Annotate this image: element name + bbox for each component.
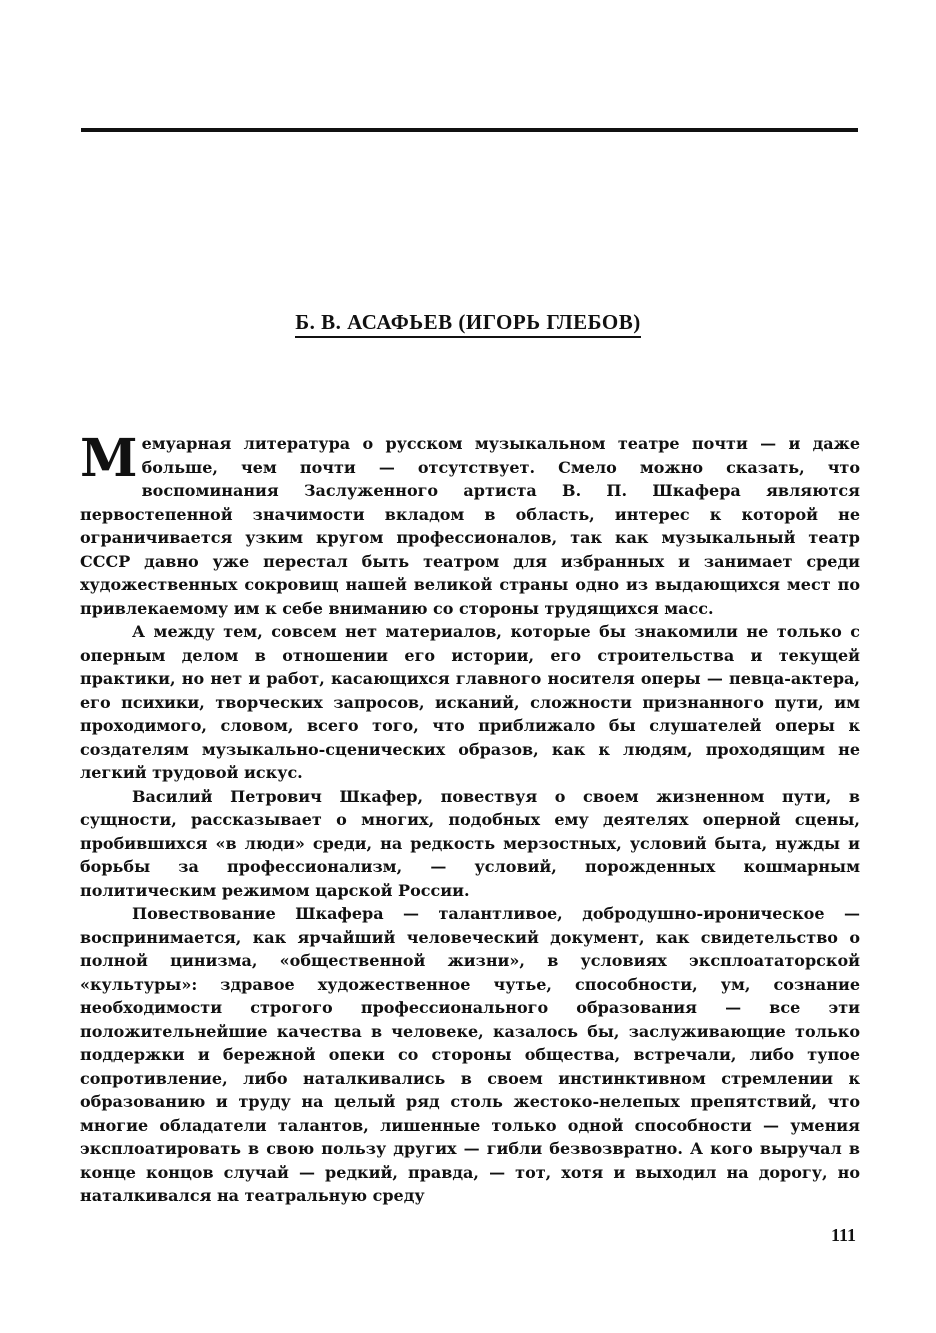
drop-cap: М — [80, 428, 138, 489]
chapter-title — [0, 310, 936, 335]
header-rule — [81, 128, 858, 132]
paragraph-4: Повествование Шкафера — талантливое, добродушно-ироническое — воспринимается, как ярчайший человеческий документ, как свидетельство о полной цинизма, «общественной жизни», в условиях эксплоататорской «культуры»: здравое художественное чутье, способности, ум, сознание необходимости строгого профессионального образования — все эти положительнейшие качества в человеке, казалось бы, заслуживающие только поддержки и бережной опеки со стороны общества, встречали, либо тупое сопротивление, либо наталкивались в своем инстинктивном стремлении к образованию и труду на целый ряд столь жестоко-нелепых препятствий, что многие обладатели талантов, лишенные только одной способности — умения эксплоатировать в свою пользу других — гибли безвозвратно. А кого выручал в конце концов случай — редкий, правда, — тот, хотя и выходил на дорогу, но наталкивался на театральную среду — [80, 904, 860, 1205]
paragraph-1-text: емуарная литература о русском музыкальном театре почти — и даже больше, чем почти — отсутствует. Смело можно сказать, что воспоминания Заслуженного артиста В. П. Шкафера являются первостепенной значимости вкладом в область, интерес к которой не ограничивается узким кругом профессионалов, так как музыкальный театр СССР давно уже перестал быть театром для избранных и занимает среди художественных сокровищ нашей великой страны одно из выдающихся мест по привлекаемому им к себе вниманию со стороны трудящихся масс. — [80, 434, 860, 618]
paragraph-1 — [80, 428, 860, 620]
page-number: 111 — [830, 1225, 856, 1245]
paragraph-2: А между тем, совсем нет материалов, которые бы знакомили не только с оперным делом в отношении его истории, его строительства и текущей практики, но нет и работ, касающихся главного носителя оперы — певца-актера, его психики, творческих запросов, исканий, сложности признанного пути, им проходимого, словом, всего того, что приближало бы слушателей оперы к создателям музыкально-сценических образов, как к людям, проходящим не легкий трудовой искус. — [80, 622, 860, 782]
chapter-title-text: Б. В. АСАФЬЕВ (ИГОРЬ ГЛЕБОВ) — [295, 310, 641, 338]
body-text — [80, 428, 860, 1208]
paragraph-3: Василий Петрович Шкафер, повествуя о своем жизненном пути, в сущности, рассказывает о многих, подобных ему деятелях оперной сцены, пробившихся «в люди» среди, на редкость мерзостных, условий быта, нужды и борьбы за профессионализм, — условий, порожденных кошмарным политическим режимом царской России. — [80, 786, 860, 900]
